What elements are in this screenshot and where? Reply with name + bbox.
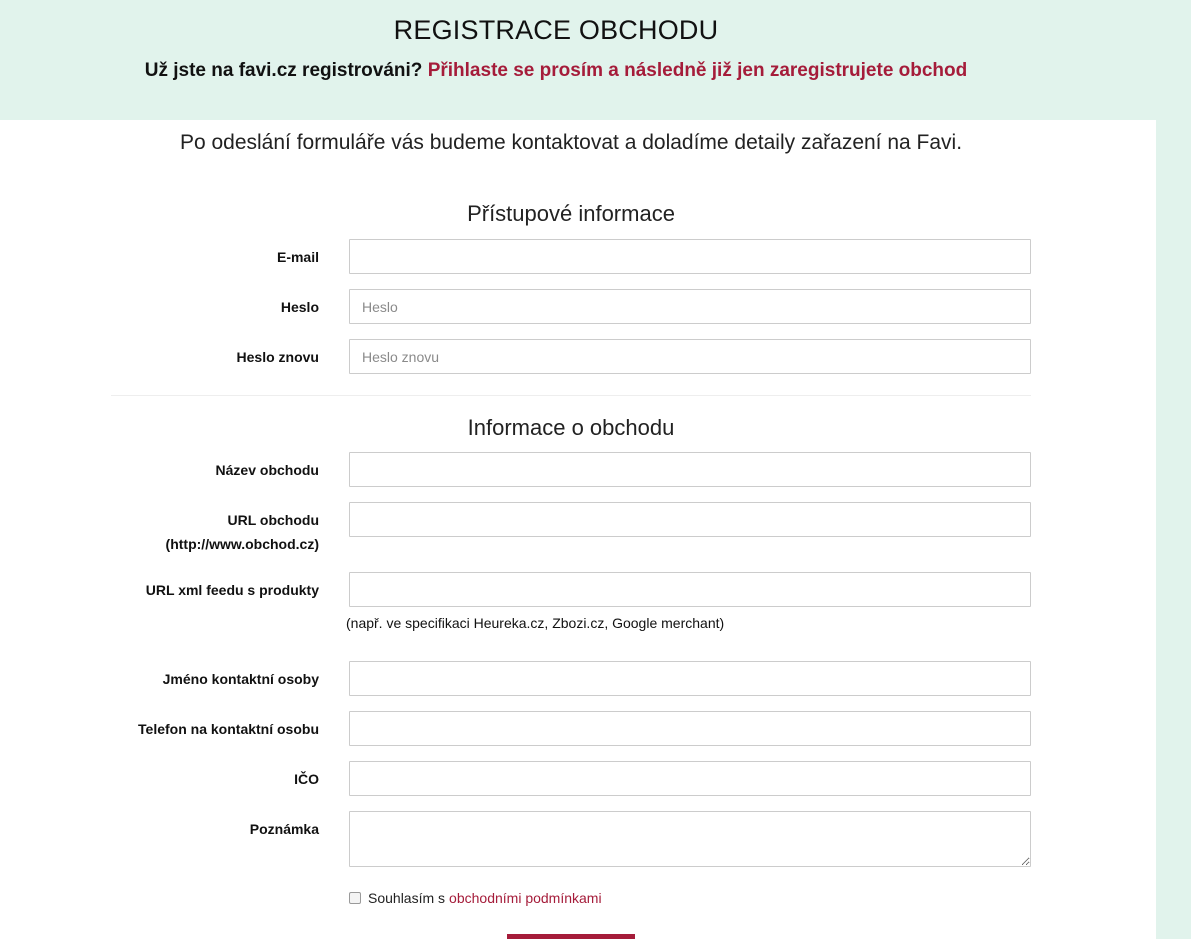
password-label: Heslo — [280, 299, 319, 315]
header-band — [0, 0, 1191, 120]
feed-url-hint: (např. ve specifikaci Heureka.cz, Zbozi.cz, Google merchant) — [346, 615, 725, 631]
login-question: Už jste na favi.cz registrováni? — [144, 60, 423, 81]
password-field[interactable] — [349, 289, 1031, 324]
feed-url-label: URL xml feedu s produkty — [145, 582, 319, 598]
note-label: Poznámka — [249, 821, 319, 837]
ico-field[interactable] — [349, 761, 1031, 796]
login-prompt — [0, 60, 1112, 82]
contact-name-label: Jméno kontaktní osoby — [162, 671, 319, 687]
note-textarea[interactable] — [349, 811, 1031, 867]
email-field[interactable] — [349, 239, 1031, 274]
shop-name-label: Název obchodu — [215, 462, 319, 478]
shop-url-label-line2: (http://www.obchod.cz) — [165, 536, 319, 552]
shop-url-label — [99, 508, 319, 556]
shop-url-label-line1: URL obchodu — [227, 512, 319, 528]
form-card — [0, 120, 1156, 939]
terms-consent — [349, 890, 602, 906]
feed-url-field[interactable] — [349, 572, 1031, 607]
section-divider — [111, 395, 1031, 396]
ico-label: IČO — [294, 771, 319, 787]
password-again-field[interactable] — [349, 339, 1031, 374]
contact-name-field[interactable] — [349, 661, 1031, 696]
email-label: E-mail — [276, 249, 319, 265]
consent-text: Souhlasím s — [368, 890, 446, 906]
terms-link[interactable]: obchodními podmínkami — [449, 890, 602, 906]
submit-button[interactable] — [507, 934, 635, 939]
login-link[interactable]: Přihlaste se prosím a následně již jen zaregistrujete obchod — [427, 60, 968, 81]
intro-text: Po odeslání formuláře vás budeme kontaktovat a doladíme detaily zařazení na Favi. — [179, 131, 963, 154]
section-title-shop: Informace o obchodu — [467, 415, 675, 440]
shop-url-field[interactable] — [349, 502, 1031, 537]
password-again-label: Heslo znovu — [236, 349, 319, 365]
section-title-access: Přístupové informace — [467, 201, 675, 226]
terms-checkbox[interactable] — [349, 892, 361, 904]
shop-name-field[interactable] — [349, 452, 1031, 487]
page-title: REGISTRACE OBCHODU — [393, 15, 719, 45]
contact-phone-label: Telefon na kontaktní osobu — [138, 721, 319, 737]
contact-phone-field[interactable] — [349, 711, 1031, 746]
